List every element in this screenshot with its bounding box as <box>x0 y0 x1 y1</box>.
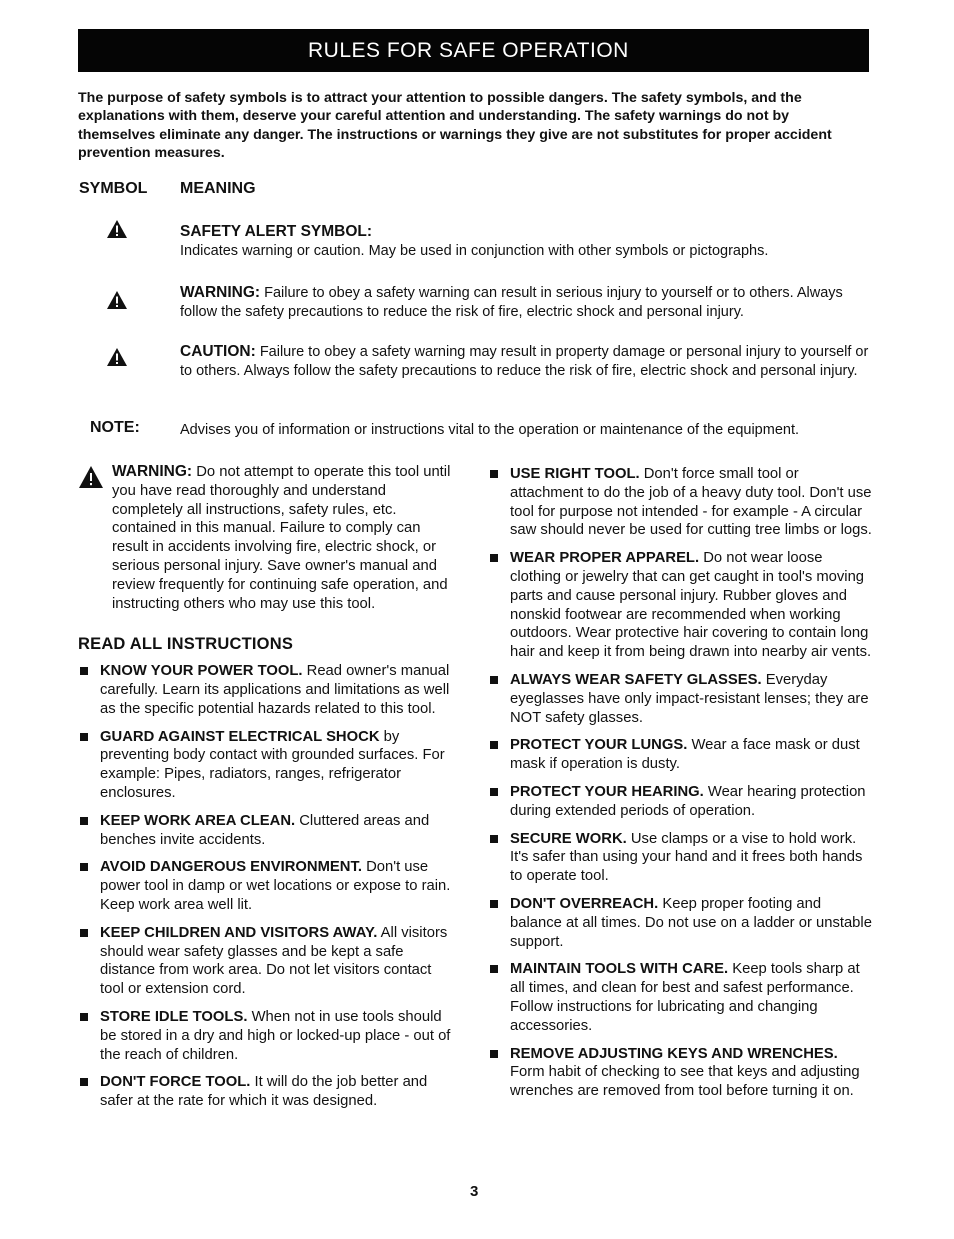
square-bullet-icon <box>490 965 498 973</box>
square-bullet-icon <box>490 676 498 684</box>
rule-item <box>488 736 872 774</box>
square-bullet-icon <box>80 1013 88 1021</box>
rule-text: Cluttered areas and benches invite accidents. <box>100 812 430 848</box>
square-bullet-icon <box>490 788 498 796</box>
rule-item <box>78 812 458 850</box>
square-bullet-icon <box>490 835 498 843</box>
left-column <box>78 463 458 1120</box>
rule-title: KEEP CHILDREN AND VISITORS AWAY. <box>100 924 378 941</box>
alert-triangle-icon <box>106 290 128 310</box>
symbol-description: Failure to obey a safety warning may result in property damage or personal injury to yourself or to others. Always follow the safety precautions to reduce the risk of fire, electric shock and personal injury. <box>180 344 869 379</box>
symbol-label: SAFETY ALERT SYMBOL: <box>180 223 373 240</box>
note-label: NOTE: <box>90 419 140 436</box>
alert-triangle-icon <box>106 219 128 239</box>
rule-title: ALWAYS WEAR SAFETY GLASSES. <box>510 671 762 688</box>
square-bullet-icon <box>490 741 498 749</box>
rule-title: GUARD AGAINST ELECTRICAL SHOCK <box>100 728 380 745</box>
rule-item <box>488 830 872 886</box>
square-bullet-icon <box>80 733 88 741</box>
rule-text: All visitors should wear safety glasses and be kept a safe distance from work area. Do not let visitors contact tool or extension cord. <box>100 924 448 998</box>
square-bullet-icon <box>490 1050 498 1058</box>
warning-text: Do not attempt to operate this tool until you have read thoroughly and understand completely all instructions, safety rules, etc. contained in this manual. Failure to comply can result in accidents involving fire, electric shock, or serious personal injury. Save owner's manual and review frequently for continuing safe operation, and instructing others who may use this tool. <box>112 464 451 612</box>
warning-label: WARNING: <box>112 463 193 480</box>
page-number: 3 <box>470 1183 479 1200</box>
intro-paragraph: The purpose of safety symbols is to attract your attention to possible dangers. The safety symbols, and the explanations with them, deserve your careful attention and understanding. The safety warnings do not by themselves eliminate any danger. The instructions or warnings they give are not substitutes for proper accident prevention measures. <box>78 90 832 161</box>
rule-item <box>488 1045 872 1101</box>
rule-text: It will do the job better and safer at the rate for which it was designed. <box>100 1074 428 1110</box>
rule-title: STORE IDLE TOOLS. <box>100 1008 248 1025</box>
warning-block <box>78 463 458 613</box>
rule-title: PROTECT YOUR HEARING. <box>510 783 704 800</box>
rule-text: Read owner's manual carefully. Learn its applications and limitations as well as the specific potential hazards related to this tool. <box>100 663 450 717</box>
symbol-column-header: SYMBOL <box>79 180 148 197</box>
square-bullet-icon <box>490 470 498 478</box>
rule-text: When not in use tools should be stored in a dry and high or locked-up place - out of the reach of children. <box>100 1008 451 1063</box>
rule-text: Wear hearing protection during extended periods of operation. <box>510 783 866 819</box>
rule-text: Do not wear loose clothing or jewelry that can get caught in tool's moving parts and cause personal injury. Rubber gloves and nonskid footwear are recommended when working outdoors. Wear protective hair covering to contain long hair and keep it from being drawn into nearby air vents. <box>510 550 872 661</box>
rule-title: PROTECT YOUR LUNGS. <box>510 737 688 754</box>
square-bullet-icon <box>80 929 88 937</box>
square-bullet-icon <box>490 554 498 562</box>
rule-item <box>488 465 872 540</box>
alert-triangle-icon <box>106 347 128 367</box>
rule-title: SECURE WORK. <box>510 830 627 847</box>
rule-title: MAINTAIN TOOLS WITH CARE. <box>510 961 729 978</box>
rule-text: Don't force small tool or attachment to do the job of a heavy duty tool. Don't use tool for purpose not intended - for example - A circular saw should never be used for cutting tree limbs or logs. <box>510 466 872 539</box>
rule-title: REMOVE ADJUSTING KEYS AND WRENCHES. <box>510 1045 838 1062</box>
rule-text: by preventing body contact with grounded surfaces. For example: Pipes, radiators, ranges, refrigerator enclosures. <box>100 728 445 801</box>
rule-text: Form habit of checking to see that keys and adjusting wrenches are removed from tool before turning it on. <box>510 1064 860 1100</box>
rule-text: Wear a face mask or dust mask if operation is dusty. <box>510 737 860 773</box>
symbol-entry-caution <box>180 343 870 380</box>
rule-title: KEEP WORK AREA CLEAN. <box>100 812 296 829</box>
page-banner <box>78 29 869 72</box>
rule-text: Keep tools sharp at all times, and clean for best and safest performance. Follow instructions for lubricating and changing accessories. <box>510 961 860 1034</box>
symbol-label: WARNING: <box>180 284 261 301</box>
rule-title: WEAR PROPER APPAREL. <box>510 550 700 567</box>
rule-item <box>488 960 872 1035</box>
rule-item <box>78 662 458 718</box>
rule-item <box>78 728 458 803</box>
rule-text: Use clamps or a vise to hold work. It's safer than using your hand and it frees both hands to operate tool. <box>510 830 863 885</box>
rule-item <box>78 858 458 914</box>
square-bullet-icon <box>490 900 498 908</box>
section-title: READ ALL INSTRUCTIONS <box>78 635 294 654</box>
banner-title: RULES FOR SAFE OPERATION <box>308 38 629 62</box>
symbol-entry-warning <box>180 284 870 321</box>
square-bullet-icon <box>80 1078 88 1086</box>
rule-item <box>78 924 458 999</box>
rule-title: USE RIGHT TOOL. <box>510 466 640 482</box>
rule-title: KNOW YOUR POWER TOOL. <box>100 663 303 680</box>
symbol-description: Failure to obey a safety warning can result in serious injury to yourself or to others. Always follow the safety precautions to reduce the risk of fire, electric shock and personal injury. <box>180 285 843 320</box>
rule-title: DON'T FORCE TOOL. <box>100 1074 251 1091</box>
right-column <box>488 465 872 1110</box>
rule-item <box>488 783 872 821</box>
rule-text: Everyday eyeglasses have only impact-resistant lenses; they are NOT safety glasses. <box>510 671 869 726</box>
rule-item <box>488 549 872 662</box>
rule-text: Don't use power tool in damp or wet locations or expose to rain. Keep work area well lit. <box>100 859 451 913</box>
rule-text: Keep proper footing and balance at all times. Do not use on a ladder or unstable support. <box>510 895 872 950</box>
square-bullet-icon <box>80 667 88 675</box>
symbol-entry-safety-alert <box>180 223 870 260</box>
rule-item <box>488 895 872 951</box>
symbol-label: CAUTION: <box>180 343 256 360</box>
alert-triangle-icon <box>78 465 104 489</box>
rule-item <box>488 671 872 727</box>
rule-title: AVOID DANGEROUS ENVIRONMENT. <box>100 859 362 876</box>
rule-item <box>78 1008 458 1064</box>
square-bullet-icon <box>80 817 88 825</box>
rule-item <box>78 1073 458 1111</box>
symbol-description: Indicates warning or caution. May be used in conjunction with other symbols or pictographs. <box>180 242 769 259</box>
square-bullet-icon <box>80 863 88 871</box>
rule-title: DON'T OVERREACH. <box>510 895 659 912</box>
note-description: Advises you of information or instructions vital to the operation or maintenance of the equipment. <box>180 422 800 438</box>
meaning-column-header: MEANING <box>180 180 256 197</box>
